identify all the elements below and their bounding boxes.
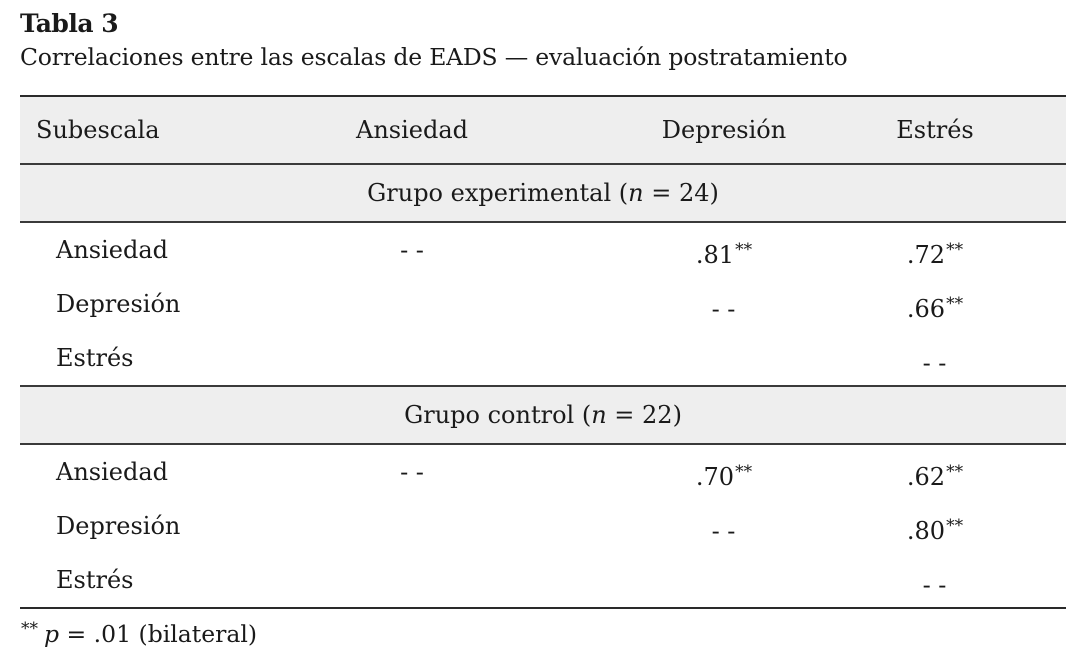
table-footnote [20,612,257,651]
header-stress: Estrés [896,116,974,144]
row-label: Depresión [56,290,181,318]
group-row-control [20,385,1066,445]
footnote-marker: ** [21,619,38,639]
table-row [20,445,1066,499]
table-row [20,499,1066,553]
cell-depression: .70** [695,462,753,491]
row-label: Depresión [56,512,181,540]
cell-depression [574,331,874,390]
cell-anxiety: - - [400,236,424,264]
row-label: Estrés [56,344,134,372]
group-label: Grupo control (n = 22) [404,401,682,429]
cell-stress: - - [922,571,947,599]
row-label: Ansiedad [56,236,169,264]
cell-stress: .62** [906,462,964,491]
cell-depression: - - [711,517,736,545]
row-label: Ansiedad [56,458,169,486]
group-row-experimental [20,165,1066,223]
cell-stress: .72** [906,240,964,269]
cell-stress: .80** [906,516,964,545]
footnote-text: = .01 (bilateral) [59,620,258,648]
cell-depression: - - [711,295,736,323]
cell-depression: .81** [695,240,753,269]
table-row [20,553,1066,609]
table-title-block [20,8,847,74]
cell-anxiety: - - [400,458,424,486]
cell-stress: .66** [906,294,964,323]
cell-depression [574,553,874,612]
cell-stress: - - [922,349,947,377]
table-row [20,277,1066,331]
table-label: Tabla 3 [20,9,119,38]
header-subscale: Subescala [36,116,160,144]
table-header-row [20,97,1066,165]
table-caption: Correlaciones entre las escalas de EADS — evaluación postratamiento [20,43,848,71]
row-label: Estrés [56,566,134,594]
footnote-p-symbol: p [44,620,60,648]
table-row [20,331,1066,385]
header-anxiety: Ansiedad [355,116,469,144]
group-label: Grupo experimental (n = 24) [367,179,719,207]
correlation-table [20,95,1066,609]
header-depression: Depresión [661,116,787,144]
table-row [20,223,1066,277]
